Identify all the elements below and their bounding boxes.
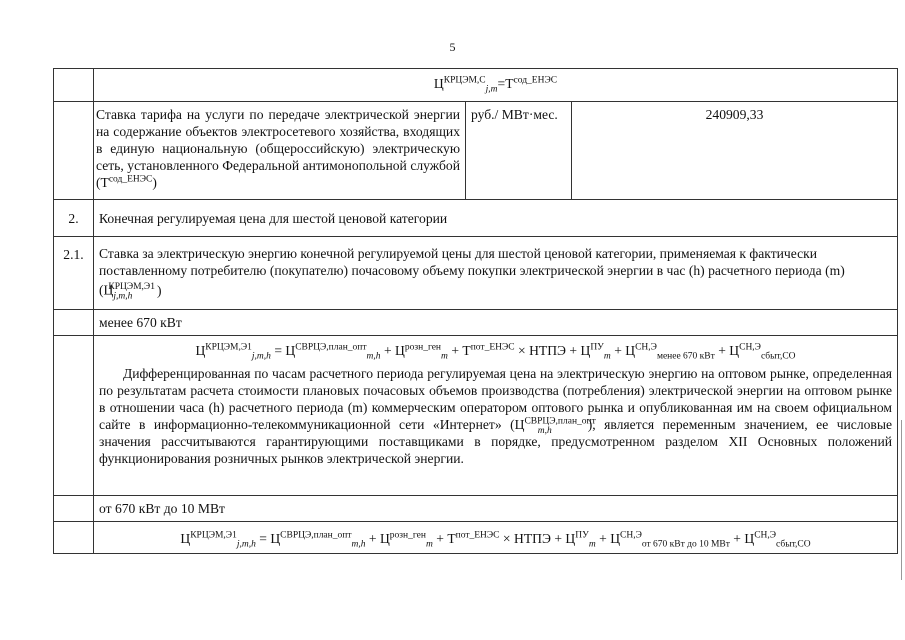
page-number: 5 bbox=[449, 40, 456, 54]
band-label: от 670 кВт до 10 МВт bbox=[94, 496, 898, 522]
table-row bbox=[54, 237, 898, 310]
table-row bbox=[54, 69, 898, 102]
table-row bbox=[54, 310, 898, 336]
band-label: менее 670 кВт bbox=[94, 310, 898, 336]
scan-edge-line bbox=[901, 420, 902, 580]
table-row bbox=[54, 102, 898, 200]
table-row bbox=[54, 496, 898, 522]
formula-band-1: $Ц^{КРЦЭМ,Э1}_{j,m,h} = Ц^{СВРЦЭ,план\_опт}_{m,h} + Ц^{розн\_ген}_m + Т^{пот\_ЕНЭС}$ × НТПЭ + $Ц^{ПУ}_m + Ц^{СН,Э}_{менее 670 кВт} + Ц^{СН,Э}_{сбыт,СО}$ bbox=[195, 342, 796, 362]
tariff-unit-cell bbox=[466, 102, 572, 200]
table-row bbox=[54, 336, 898, 496]
tariff-label-cell bbox=[94, 102, 466, 200]
tariff-label: Ставка тарифа на услуги по передаче электрической энергии на содержание объектов электросетевого хозяйства, входящих в единую национальную (общероссийскую) электрическую сеть, установленного Федеральной антимонопольной службой $(Т^{сод\_ЕНЭС})$ bbox=[96, 107, 460, 190]
tariff-table bbox=[53, 68, 898, 554]
tariff-value: 240909,33 bbox=[705, 107, 764, 122]
definition-paragraph: Дифференцированная по часам расчетного периода регулируемая цена на электрическую энергию на оптовом рынке, определенная по результатам расчета стоимости плановых почасовых объемов производства (потребления) электрической энергии на оптовом рынке в отношении часа (h) расчетного периода (m) коммерческим оператором оптового рынка и опубликованная им на своем официальном сайте в информационно-телекоммуникационной сети «Интернет» ($Ц^{СВРЦЭ,план\_опт}_{m,h}$ ), является переменным значением, ее числовые значения рассчитываются гарантирующими поставщиками в порядке, предусмотренном разделом XII Основных положений функционирования розничных рынков электрической энергии. bbox=[99, 366, 892, 467]
band-content bbox=[94, 336, 898, 496]
table-row bbox=[54, 522, 898, 554]
formula-band-2: $Ц^{КРЦЭМ,Э1}_{j,m,h} = Ц^{СВРЦЭ,план\_опт}_{m,h} + Ц^{розн\_ген}_m + Т^{пот\_ЕНЭС}$ × НТПЭ + $Ц^{ПУ}_m + Ц^{СН,Э}_{от 670 кВт до 10 МВт} + Ц^{СН,Э}_{сбыт,СО}$ bbox=[94, 522, 898, 554]
tariff-value-cell bbox=[572, 102, 898, 200]
section-number: 2. bbox=[54, 200, 94, 237]
section-title: Конечная регулируемая цена для шестой ценовой категории bbox=[94, 200, 898, 237]
formula-cell bbox=[94, 69, 898, 102]
table-row bbox=[54, 200, 898, 237]
tariff-unit: руб./ МВт·мес. bbox=[471, 107, 558, 122]
section-title: Ставка за электрическую энергию конечной регулируемой цены для шестой ценовой категории, применяемая к фактически поставленному потребителю (покупателю) почасовому объему покупки электрической энергии в час (h) расчетного периода (m) ($Ц_{j,m,h}^{КРЦЭМ,Э1}$ ) bbox=[94, 237, 898, 310]
section-number: 2.1. bbox=[54, 237, 94, 310]
formula-top: $Ц^{КРЦЭМ,С}_{j,m}=Т^{сод\_ЕНЭС}$ bbox=[433, 75, 558, 95]
